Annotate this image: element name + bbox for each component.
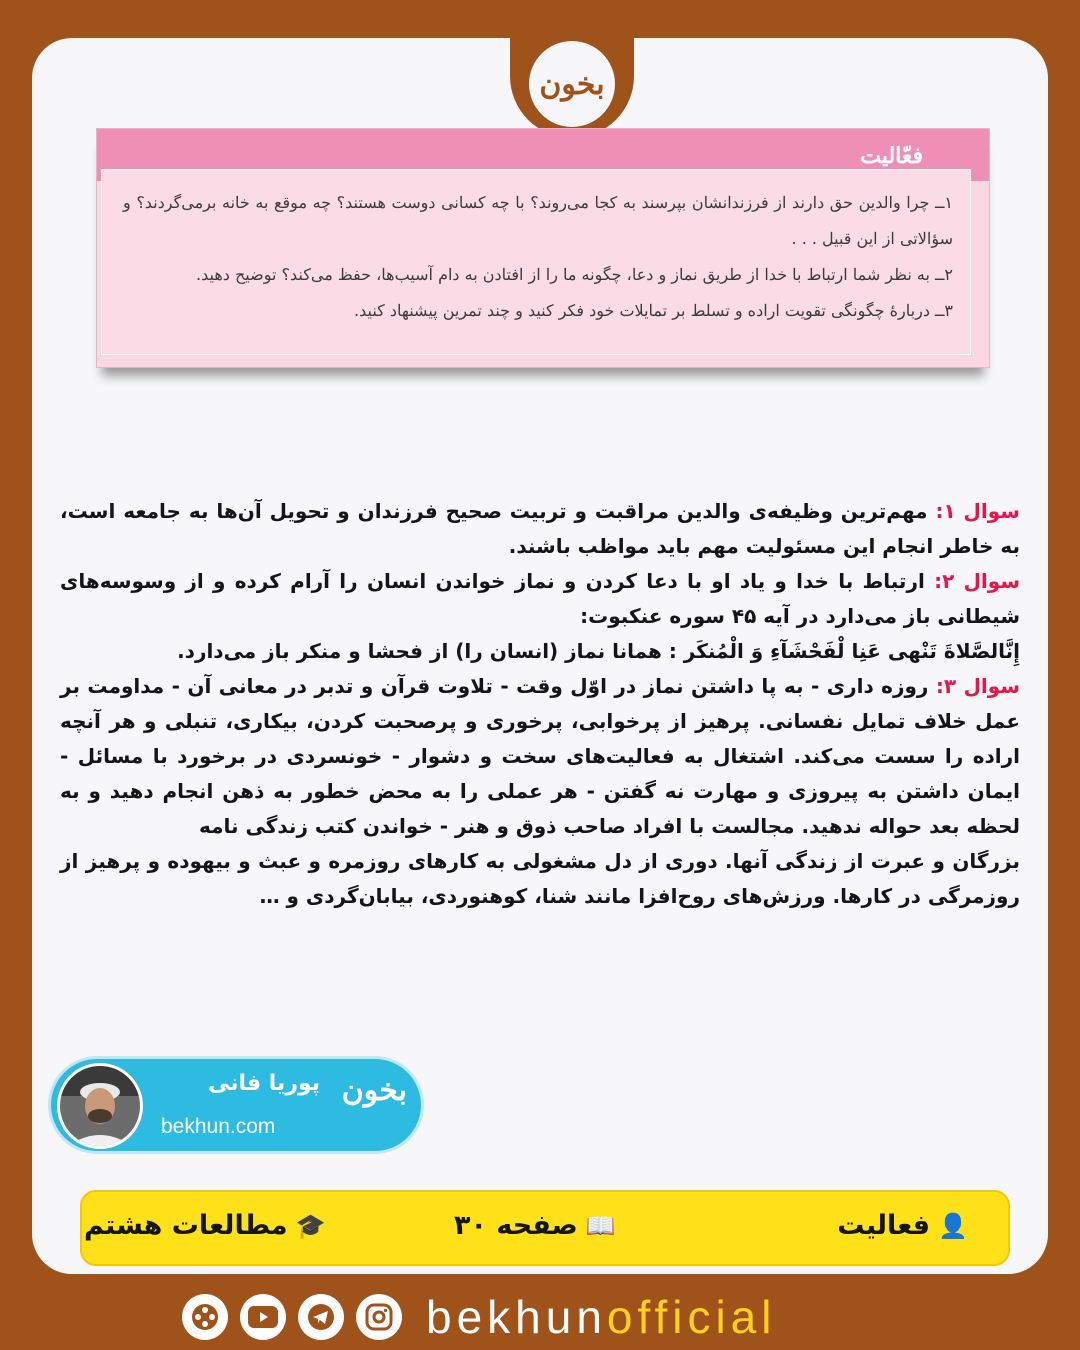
- textbook-title: فعّالیت: [860, 143, 923, 169]
- top-logo-badge: [510, 38, 634, 138]
- brand-handle[interactable]: [426, 1292, 776, 1342]
- logo-circle: [529, 41, 615, 127]
- answer-3: [60, 669, 1020, 844]
- footer-activity: [837, 1210, 968, 1241]
- answer-2-label: سوال ۲:: [934, 569, 1020, 593]
- brand-logo: بخون: [539, 66, 605, 102]
- footer-page-label: صفحه ۳۰: [454, 1210, 578, 1241]
- author-brand-logo: بخون: [341, 1073, 407, 1108]
- answer-3-extra: بزرگان و عبرت از زندگی آنها. دوری از دل مشغولی به کارهای روزمره و عبث و بیهوده و پرهیز از روزمرگی در کارها. ورزش‌های روح‌افزا مانند شنا، کوهنوردی، بیابان‌گردی و …: [60, 849, 1020, 908]
- film-reel-icon[interactable]: [182, 1294, 228, 1340]
- brand-handle-part2: official: [606, 1291, 777, 1343]
- footer-subject-label: مطالعات هشتم: [84, 1210, 288, 1241]
- brand-handle-part1: bekhun: [426, 1291, 607, 1343]
- footer-subject: [82, 1210, 326, 1241]
- avatar-portrait-icon: [60, 1066, 140, 1146]
- author-pill[interactable]: [48, 1056, 424, 1154]
- answer-1-label: سوال ۱:: [935, 499, 1020, 523]
- book-icon: 📖: [585, 1211, 616, 1240]
- social-strip: [182, 1292, 776, 1342]
- telegram-icon[interactable]: [298, 1294, 344, 1340]
- teacher-icon: 👤: [938, 1211, 968, 1240]
- answer-2: [60, 564, 1020, 634]
- textbook-question-2: ۲ــ به نظر شما ارتباط با خدا از طریق نماز و دعا، چگونه ما را از افتادن به دام آسیب‌ها، حفظ می‌کند؟ توضیح دهید.: [196, 265, 953, 284]
- answer-2-text: ارتباط با خدا و یاد او با دعا کردن و نماز خواندن انسان را آرام کرده و از وسوسه‌های شیطانی باز می‌دارد در آیه ۴۵ سوره عنکبوت:: [60, 569, 1020, 628]
- answer-2-verse: إِنَّالصَّلاةَ تَنْهی عَنِا لْفَحْشَآءِ وَ الْمُنکَر : همانا نماز (انسان را) از فحشا و منکر باز می‌دارد.: [177, 639, 1020, 663]
- footer-activity-label: فعالیت: [837, 1210, 931, 1241]
- author-name: پوریا فانی: [207, 1071, 321, 1096]
- answer-3-text: روزه داری - به پا داشتن نماز در اوّل وقت - تلاوت قرآن و تدبر در معانی آن - مداومت بر عمل خلاف تمایل نفسانی. پرهیز از پرخوابی، پرخوری و پرصحبت کردن، بیکاری، تنبلی و هر آنچه اراده را سست می‌کند. اشتغال به فعالیت‌های سخت و دشوار - خونسردی در برخورد با مسائل - ایمان داشتن به پیروزی و مهارت نه گفتن - هر عملی را به محض خطور به ذهن انجام دهید و به لحظه بعد حواله ندهید. مجالست با افراد صاحب ذوق و هنر - خواندن کتب زندگی نامه: [60, 674, 1020, 838]
- textbook-activity-box: [96, 128, 990, 368]
- answer-1: [60, 494, 1020, 564]
- instagram-icon[interactable]: [356, 1294, 402, 1340]
- footer-page: [454, 1210, 616, 1241]
- avatar: [57, 1063, 143, 1149]
- youtube-icon[interactable]: [240, 1294, 286, 1340]
- textbook-questions: [123, 185, 953, 329]
- author-website[interactable]: bekhun.com: [161, 1115, 276, 1138]
- graduation-cap-icon: 🎓: [295, 1211, 326, 1240]
- answers-section: [60, 494, 1020, 914]
- footer-info-bar: [80, 1190, 1010, 1266]
- answer-1-text: مهم‌ترین وظیفه‌ی والدین مراقبت و تربیت صحیح فرزندان و تحویل آن‌ها به جامعه است، به خاطر انجام این مسئولیت مهم باید مواظب باشند.: [60, 499, 1020, 558]
- textbook-question-1: ۱ــ چرا والدین حق دارند از فرزندانشان بپرسند به کجا می‌روند؟ با چه کسانی دوست هستند؟ چه موقع به خانه برمی‌گردند؟ و سؤالاتی از این قبیل . . .: [123, 193, 954, 248]
- textbook-question-3: ۳ــ دربارهٔ چگونگی تقویت اراده و تسلط بر تمایلات خود فکر کنید و چند تمرین پیشنهاد کنید.: [354, 301, 953, 320]
- answer-3-label: سوال ۳:: [935, 674, 1020, 698]
